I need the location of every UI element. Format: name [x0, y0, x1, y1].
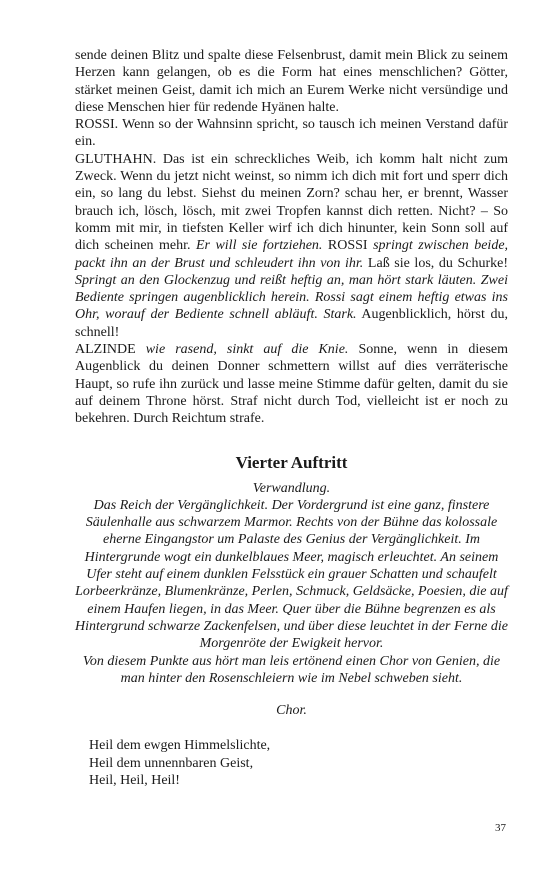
- rossi-stage-direction: springt zwischen beide, packt ihn an der Brust und schleudert ihn von ihr.: [75, 238, 509, 271]
- alzinde-name: ALZINDE: [75, 342, 136, 358]
- alzinde-speech: Sonne, wenn in diesem Augenblick du deinen Donner schmettern willst auf dies verräterische Haupt, so rufe ihn zurück und lasse meine Stimme dafür gelten, damit du sie auf deinem Throne hörst. Straf nicht durch Tod, vielleicht ist er noch zu bekehren. Durch Reichtum strafe.: [75, 342, 509, 427]
- alzinde-stage-direction: wie rasend, sinkt auf die Knie.: [145, 342, 349, 358]
- page-number: 37: [495, 822, 506, 834]
- page-body: [75, 47, 508, 789]
- gluthahn-stage-direction: Er will sie fortziehen.: [195, 238, 323, 254]
- rossi-name: ROSSI: [327, 238, 368, 254]
- scene-description: Das Reich der Vergänglichkeit. Der Vordergrund ist eine ganz, finstere Säulenhalle aus schwarzem Marmor. Rechts von der Bühne das kolossale eherne Eingangstor um Palaste des Genius der Vergänglichkeit. Im Hintergrunde wogt ein dunkelblaues Meer, magisch erleuchtet. An seinem Ufer steht auf einem dunklen Felsstück ein grauer Schatten und schaufelt Lorbeerkränze, Blumenkränze, Perlen, Schmuck, Geldsäcke, Poesien, die auf einem Haufen liegen, in das Meer. Quer über die Bühne begrenzen es als Hintergrund schwarze Zackenfelsen, und über diese leuchtet in der Ferne die Morgenröte der Ewigkeit hervor.: [75, 497, 508, 652]
- chorus-label: Chor.: [276, 703, 307, 719]
- verse-line: Heil dem unnennbaren Geist,: [89, 755, 254, 771]
- rossi-line-1: ROSSI. Wenn so der Wahnsinn spricht, so tausch ich meinen Verstand dafür ein.: [75, 117, 508, 150]
- verse-line: Heil, Heil, Heil!: [89, 772, 180, 788]
- rossi-speech: Laß sie los, du Schurke!: [367, 255, 509, 271]
- scene-heading: Vierter Auftritt: [235, 452, 348, 472]
- scene-description-2: Von diesem Punkte aus hört man leis ertönend einen Chor von Genien, die man hinter den Rosenschleiern wie im Nebel schweben sieht.: [82, 653, 501, 686]
- paragraph-continuation: sende deinen Blitz und spalte diese Felsenbrust, damit mein Blick zu seinem Herzen kann gelangen, ob es die Form hat eines menschlichen? Götter, stärket meinen Geist, damit ich mich an Eurem Werke nicht versündige und diese Menschen hier für redende Hyänen halte.: [75, 48, 508, 115]
- scene-change: Verwandlung.: [252, 480, 331, 496]
- verse-line: Heil dem ewgen Himmelslichte,: [89, 738, 271, 754]
- rossi-stage-direction-2: Springt an den Glockenzug und reißt heftig an, man hört stark läuten. Zwei Bediente springen augenblicklich herein. Rossi sagt einem heftig etwas ins Ohr, worauf der Bediente schnell abläuft. Stark.: [75, 272, 508, 323]
- gluthahn-line: [75, 151, 508, 341]
- gluthahn-speech: GLUTHAHN. Das ist ein schreckliches Weib, ich komm halt nicht zum Zweck. Wenn du jetzt nicht weinst, so nimm ich dich mit fort und sperr dich ein, so lang du lebst. Siehst du meinen Zorn? schau her, er brennt, Wasser brauch ich, lösch, lösch, mit zwei Tropfen kannst dich retten. Nicht? – So komm mit mir, in tiefsten Keller wirf ich dich hinunter, kein Sonn soll auf dich scheinen mehr.: [75, 151, 508, 254]
- rossi-speech-2: Augenblicklich, hörst du, schnell!: [75, 307, 508, 340]
- alzinde-line: [75, 341, 508, 427]
- verse-block: [89, 737, 508, 789]
